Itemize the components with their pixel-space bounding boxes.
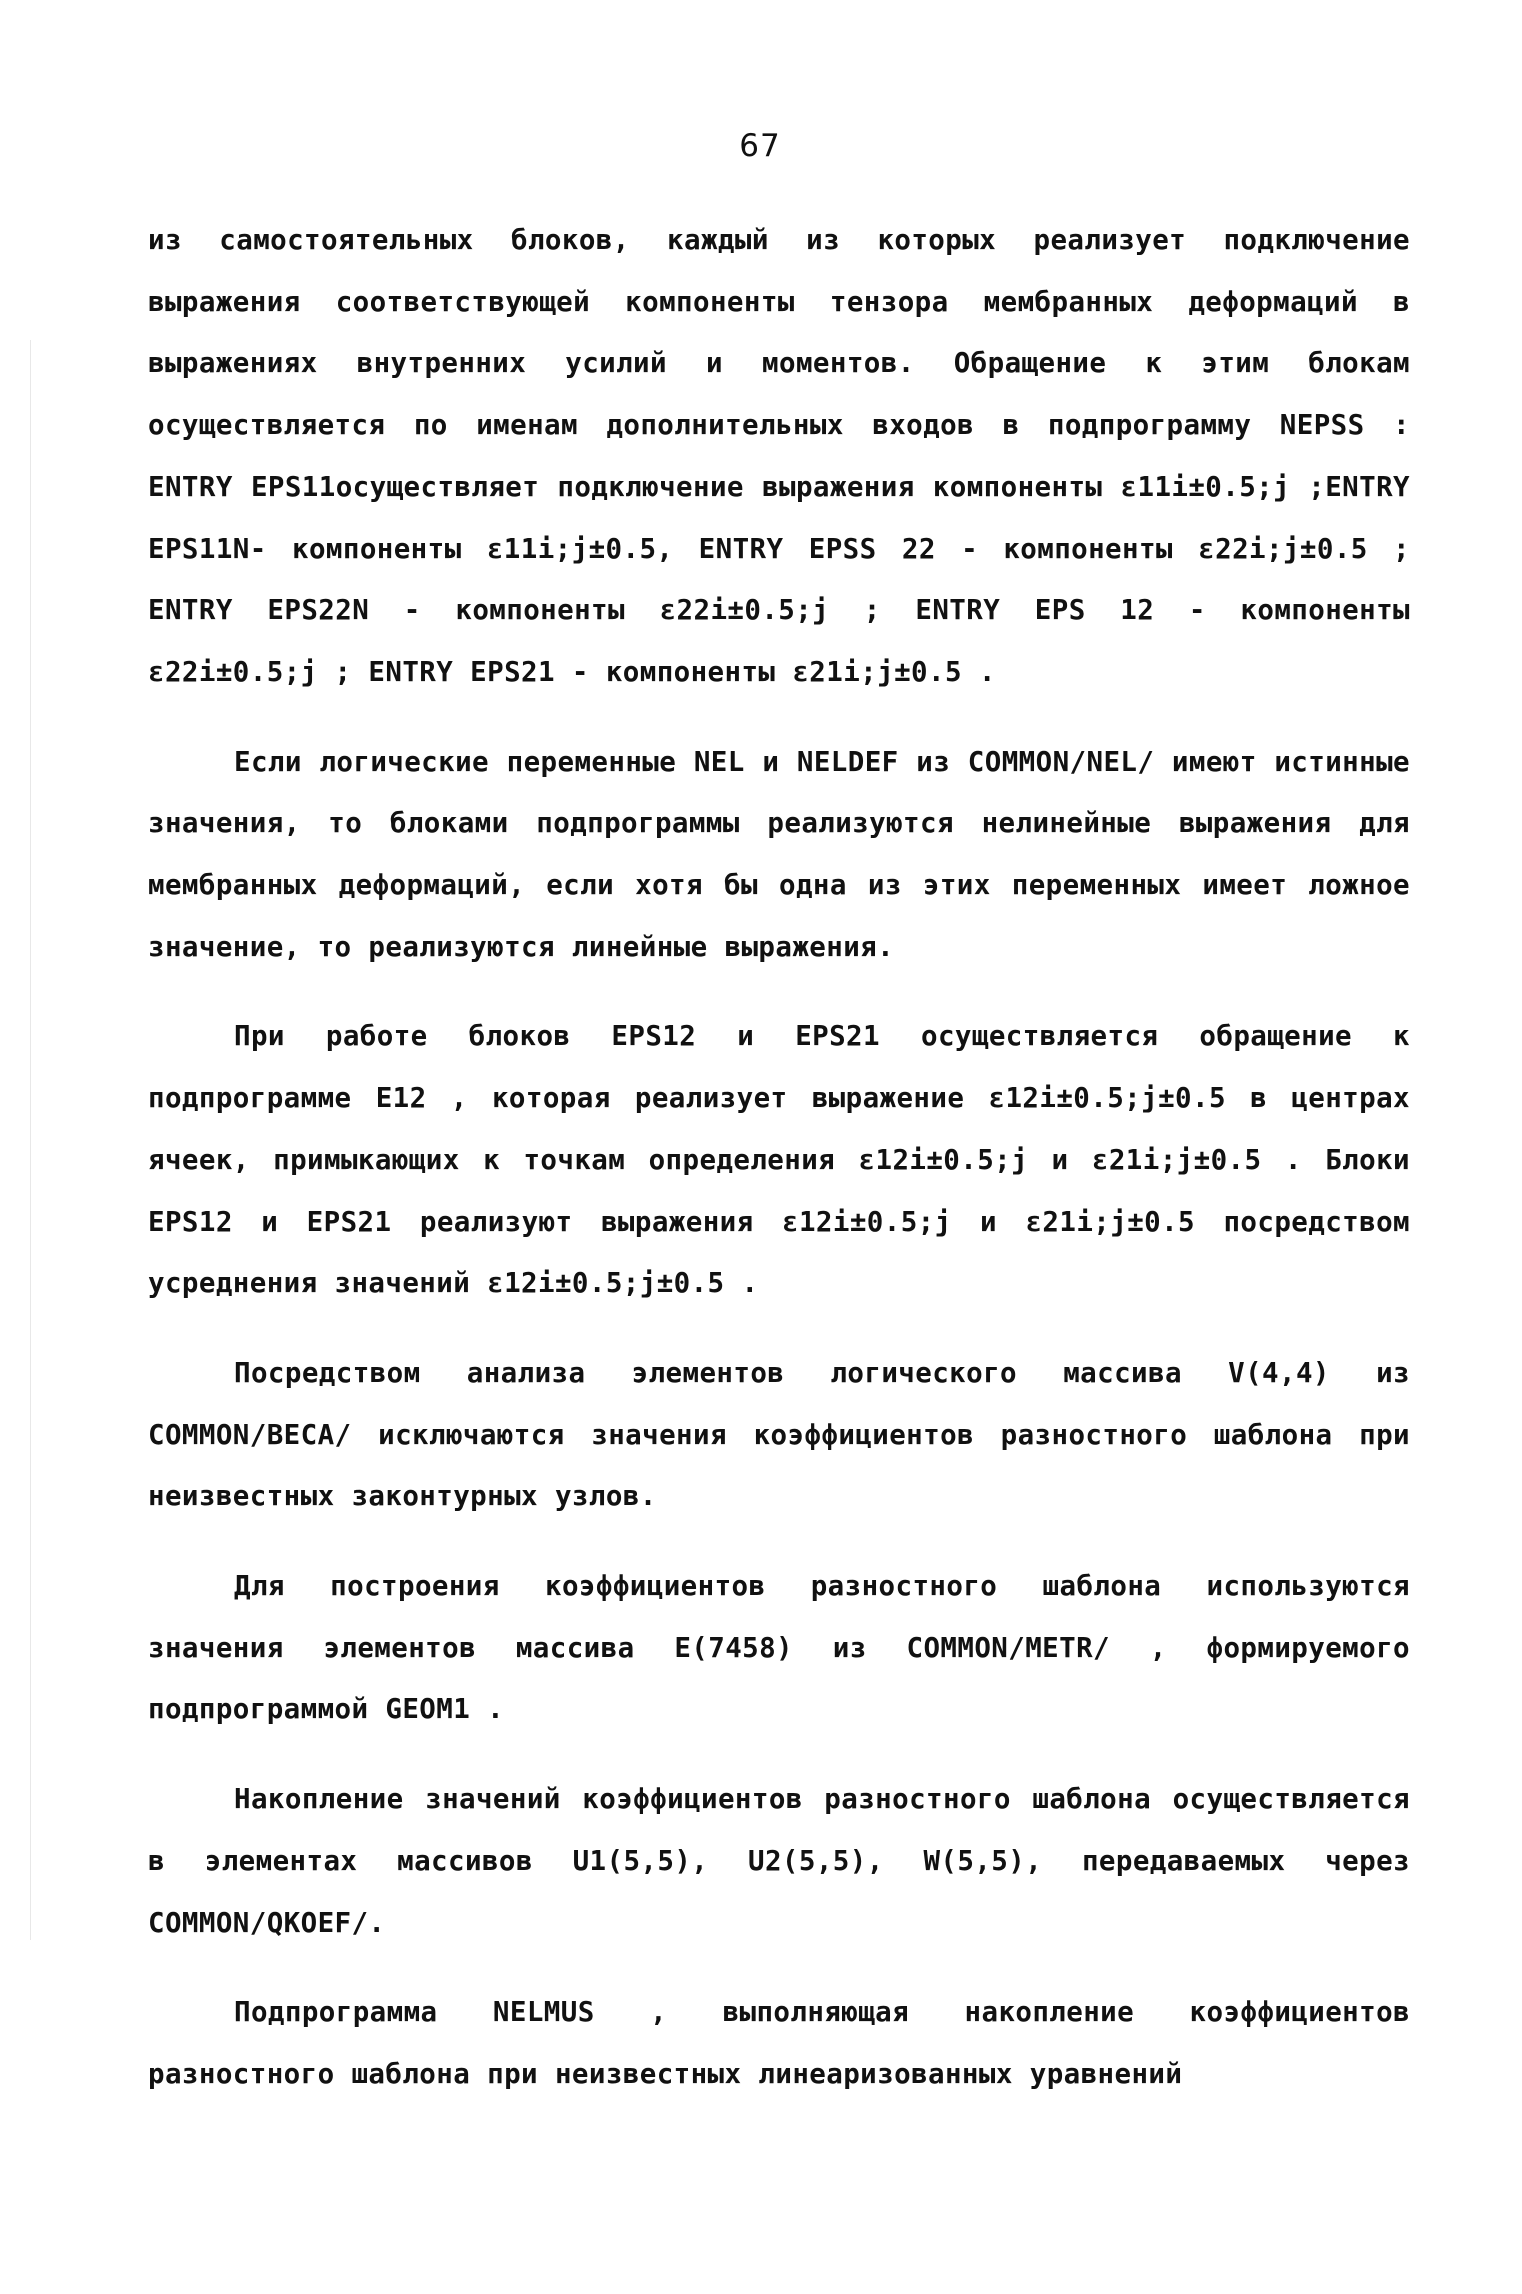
paragraph-nelmus: Подпрограмма NELMUS , выполняющая накопление коэффициентов разностного шаблона при неизвестных линеаризованных уравнений xyxy=(148,1996,1410,2090)
paragraph-logical-array: Посредством анализа элементов логического массива V(4,4) из COMMON/BECA/ исключаются значения коэффициентов разностного шаблона при неизвестных законтурных узлов. xyxy=(148,1356,1410,1513)
paragraph-coefficients-construction: Для построения коэффициентов разностного шаблона используются значения элементов массива E(7458) из COMMON/METR/ , формируемого подпрограммой GEOM1 . xyxy=(148,1570,1410,1726)
page-number: 67 xyxy=(739,128,781,164)
paragraph-logical-variables: Если логические переменные NEL и NELDEF из COMMON/NEL/ имеют истинные значения, то блоками подпрограммы реализуются нелинейные выражения для мембранных деформаций, если хотя бы одна из этих переменных имеет ложное значение, то реализуются линейные выражения. xyxy=(148,745,1410,963)
paragraph-coefficients-accumulation: Накопление значений коэффициентов разностного шаблона осуществляется в элементах массивов U1(5,5), U2(5,5), W(5,5), передаваемых через COMMON/QKOEF/. xyxy=(148,1783,1410,1939)
paragraph-continuation: из самостоятельных блоков, каждый из которых реализует подключение выражения соответствующей компоненты тензора мембранных деформаций в выражениях внутренних усилий и моментов. Обращение к этим блокам осуществляется по именам дополнительных входов в подпрограмму NEPSS : ENTRY EPS11осуществляет подключение выражения компоненты ε11i±0.5;j ;ENTRY EPS11N- компоненты ε11i;j±0.5, ENTRY EPSS 22 - компоненты ε22i;j±0.5 ; ENTRY EPS22N - компоненты ε22i±0.5;j ; ENTRY EPS 12 - компоненты ε22i±0.5;j ; ENTRY EPS21 - компоненты ε21i;j±0.5 . xyxy=(148,224,1410,688)
body-text xyxy=(148,210,1410,2134)
paragraph-eps-blocks: При работе блоков EPS12 и EPS21 осуществляется обращение к подпрограмме E12 , которая реализует выражение ε12i±0.5;j±0.5 в центрах ячеек, примыкающих к точкам определения ε12i±0.5;j и ε21i;j±0.5 . Блоки EPS12 и EPS21 реализуют выражения ε12i±0.5;j и ε21i;j±0.5 посредством усреднения значений ε12i±0.5;j±0.5 . xyxy=(148,1020,1410,1300)
scan-edge-line xyxy=(30,340,31,1940)
